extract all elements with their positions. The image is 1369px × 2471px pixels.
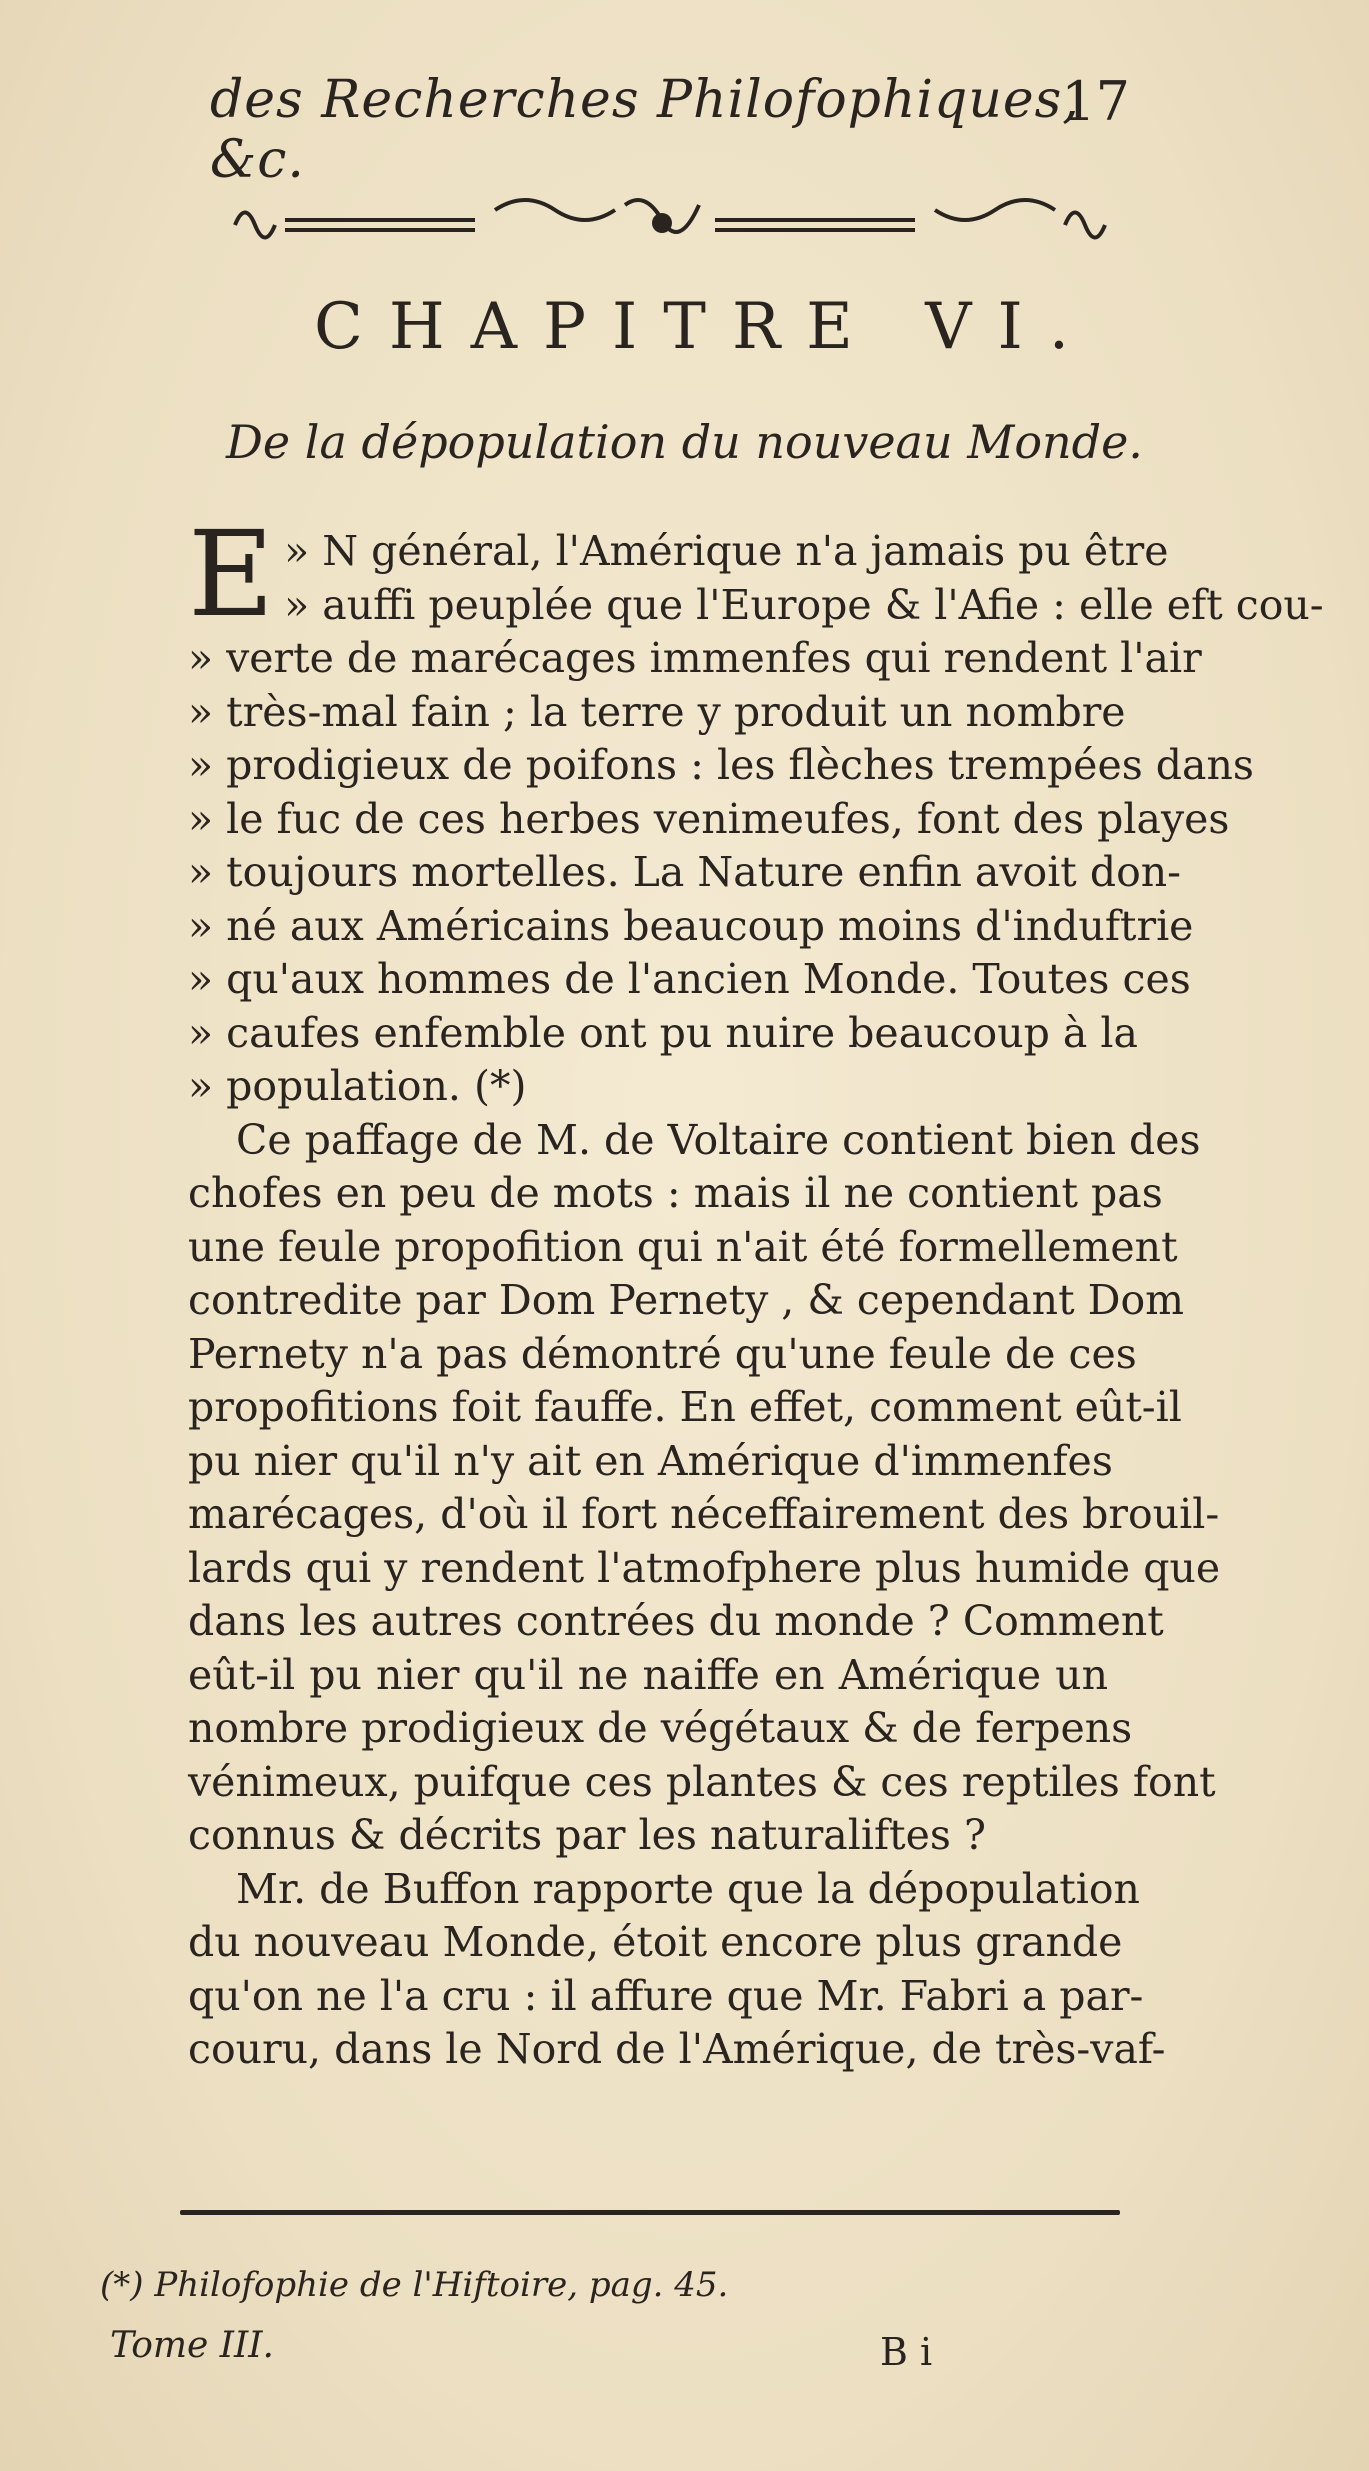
text-line: » auffi peuplée que l'Europe & l'Afie : elle eft cou- xyxy=(284,580,1324,629)
text-line: pu nier qu'il n'y ait en Amérique d'immenfes xyxy=(188,1436,1113,1485)
drop-cap: E xyxy=(188,505,275,643)
text-line: » toujours mortelles. La Nature enfin avoit don- xyxy=(188,848,1182,896)
text-line: Pernety n'a pas démontré qu'une feule de ces xyxy=(188,1329,1137,1378)
text-line: du nouveau Monde, étoit encore plus grande xyxy=(188,1918,1123,1966)
text-line: connus & décrits par les naturaliftes ? xyxy=(188,1811,986,1859)
page-number: 17 xyxy=(1061,70,1130,133)
text-line: eût-il pu nier qu'il ne naiffe en Amérique un xyxy=(188,1650,1108,1699)
text-line: » population. (*) xyxy=(188,1062,527,1110)
text-line: marécages, d'où il fort néceffairement des brouil- xyxy=(188,1490,1220,1538)
text-line: chofes en peu de mots : mais il ne contient pas xyxy=(188,1169,1163,1217)
text-line: » le fuc de ces herbes venimeufes, font des playes xyxy=(188,794,1230,843)
footnote-rule xyxy=(180,2210,1120,2215)
text-line: Mr. de Buffon rapporte que la dépopulation xyxy=(236,1864,1140,1913)
text-line: Ce paffage de M. de Voltaire contient bien des xyxy=(236,1115,1201,1164)
volume-signature: Tome III. xyxy=(110,2325,274,2366)
text-line: lards qui y rendent l'atmofphere plus humide que xyxy=(188,1543,1221,1592)
page-header xyxy=(210,70,1130,190)
body-text xyxy=(188,505,1324,2077)
text-line: vénimeux, puifque ces plantes & ces reptiles font xyxy=(188,1757,1216,1806)
text-line: » né aux Américains beaucoup moins d'induftrie xyxy=(188,901,1194,950)
text-line: contredite par Dom Pernety , & cependant Dom xyxy=(188,1276,1185,1324)
text-line: » prodigieux de poifons : les flèches trempées dans xyxy=(188,741,1254,789)
text-line: une feule propofition qui n'ait été formellement xyxy=(188,1222,1178,1271)
footnote: (*) Philofophie de l'Hiftoire, pag. 45. xyxy=(100,2265,729,2305)
text-line: couru, dans le Nord de l'Amérique, de très-vaf- xyxy=(188,2025,1166,2073)
gathering-mark: B i xyxy=(880,2330,933,2374)
text-line: dans les autres contrées du monde ? Comment xyxy=(188,1597,1164,1645)
text-line: » verte de marécages immenfes qui rendent l'air xyxy=(188,634,1202,682)
text-line: » caufes enfemble ont pu nuire beaucoup à la xyxy=(188,1008,1138,1057)
text-line: propofitions foit fauffe. En effet, comment eût-il xyxy=(188,1383,1182,1431)
ornamental-band xyxy=(215,185,1110,255)
running-title: des Recherches Philofophiques, &c. xyxy=(210,70,1080,190)
chapter-subtitle: De la dépopulation du nouveau Monde. xyxy=(226,415,1143,469)
text-line: nombre prodigieux de végétaux & de ferpens xyxy=(188,1704,1133,1752)
text-line: qu'on ne l'a cru : il affure que Mr. Fabri a par- xyxy=(188,1971,1144,2020)
text-line: » qu'aux hommes de l'ancien Monde. Toutes ces xyxy=(188,955,1191,1003)
text-line: » très-mal fain ; la terre y produit un nombre xyxy=(188,687,1126,736)
chapter-title: CHAPITRE VI. xyxy=(313,290,1096,364)
text-line: » N général, l'Amérique n'a jamais pu être xyxy=(284,527,1169,575)
